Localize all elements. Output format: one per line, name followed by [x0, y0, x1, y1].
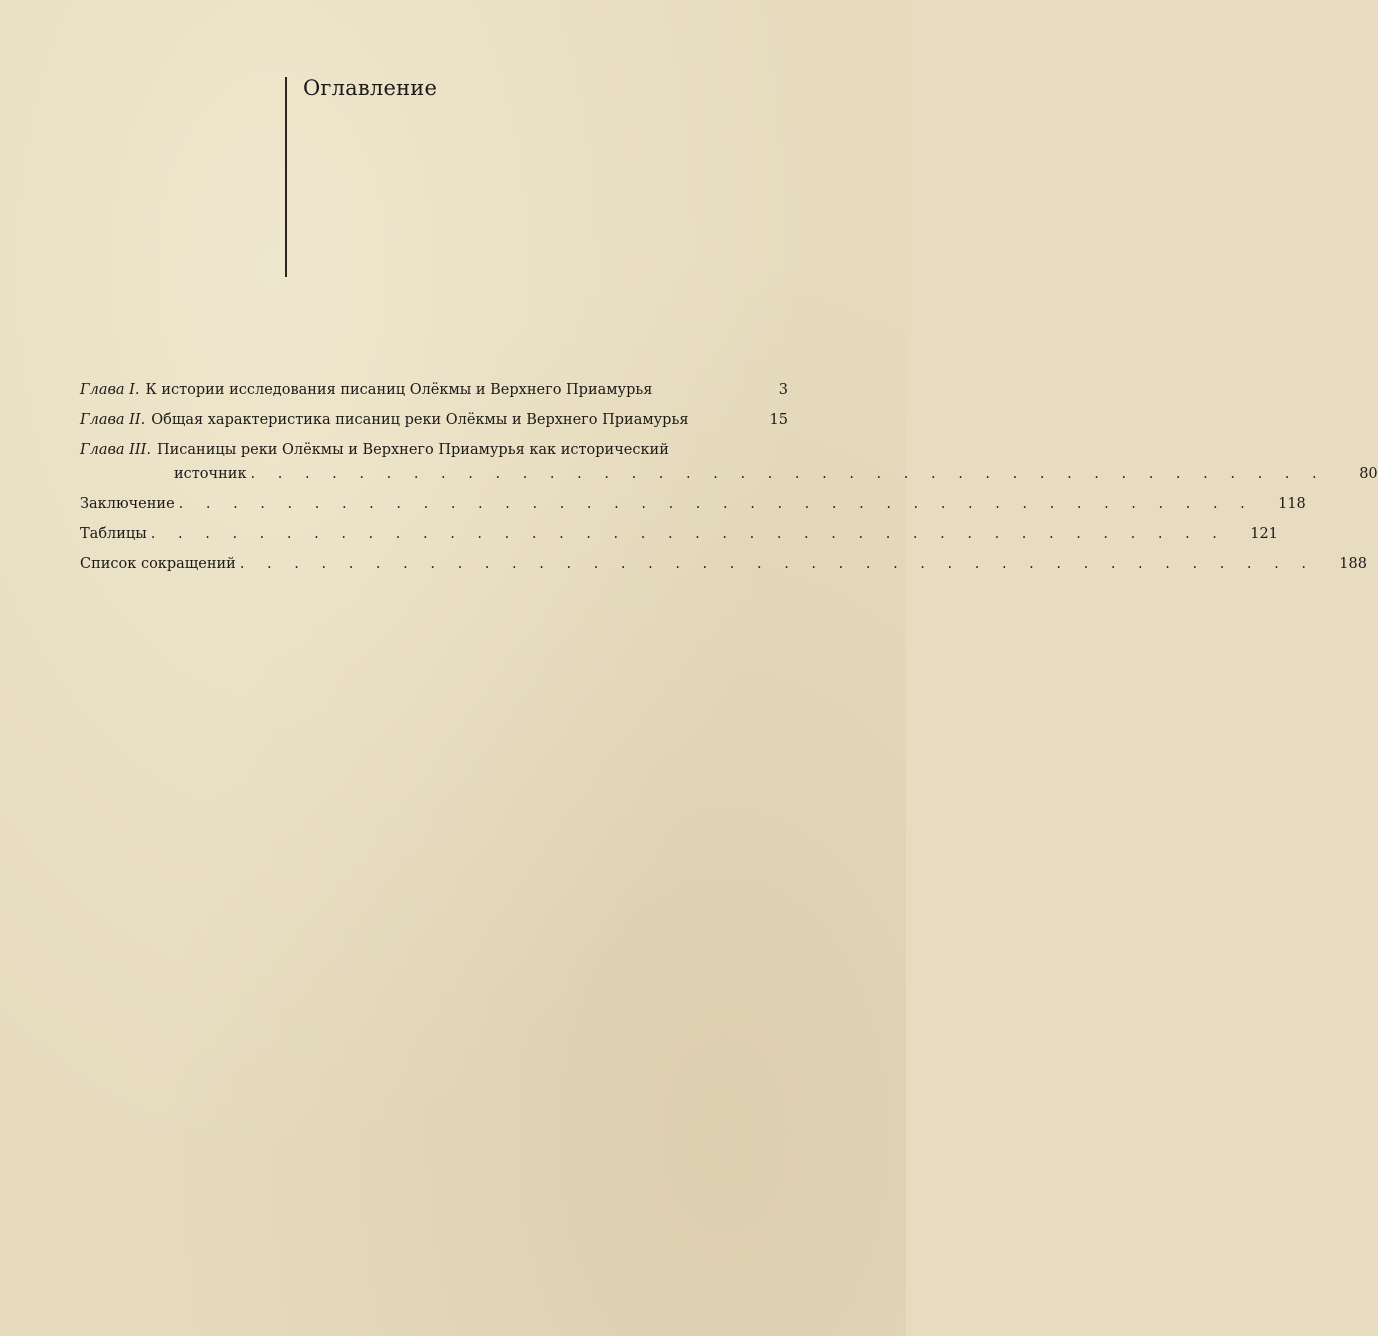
- chapter-label: Глава II.: [80, 412, 146, 428]
- entry-title: Заключение: [80, 496, 175, 512]
- chapter-title: Писаницы реки Олёкмы и Верхнего Приамурья как исторический: [156, 442, 669, 458]
- toc-entry-chapter-1[interactable]: [80, 378, 788, 402]
- page-number: 3: [778, 382, 788, 398]
- chapter-label: Глава I.: [80, 382, 140, 398]
- chapter-label: Глава III.: [80, 442, 151, 458]
- dot-leader: . . . . . . . . . . . . . . . . . . . . . . . . . . . . . . . . . . . . . . . .: [150, 526, 1226, 542]
- title-vertical-rule: [285, 77, 287, 277]
- page-number: 188: [1339, 556, 1367, 572]
- entry-title: Список сокращений: [80, 556, 236, 572]
- page-title: Оглавление: [303, 76, 438, 100]
- page-number: 121: [1250, 526, 1278, 542]
- dot-leader: . . . . . . . . . . . . . . . . . . . . . . . . . . . . . . . . . . . . . . . .: [239, 556, 1315, 572]
- page-number: 118: [1278, 496, 1306, 512]
- page-number: 15: [769, 412, 788, 428]
- toc-entry-tables[interactable]: [80, 522, 1278, 546]
- chapter-title: Общая характеристика писаниц реки Олёкмы и Верхнего Приамурья: [151, 412, 689, 428]
- toc-entry-chapter-2[interactable]: [80, 408, 788, 432]
- toc-entry-conclusion[interactable]: [80, 492, 1306, 516]
- toc-entry-abbreviations[interactable]: [80, 552, 1367, 576]
- table-of-contents: [80, 378, 1378, 582]
- chapter-title: К истории исследования писаниц Олёкмы и Верхнего Приамурья: [145, 382, 653, 398]
- toc-entry-chapter-3[interactable]: [80, 438, 1378, 486]
- entry-title: Таблицы: [80, 526, 147, 542]
- dot-leader: . . . . . . . . . . . . . . . . . . . . . . . . . . . . . . . . . . . . . . . .: [178, 496, 1254, 512]
- dot-leader: . . . . . . . . . . . . . . . . . . . . . . . . . . . . . . . . . . . . . . . .: [250, 466, 1326, 482]
- page-number: 80: [1359, 466, 1378, 482]
- chapter-title-continuation: источник: [174, 466, 247, 482]
